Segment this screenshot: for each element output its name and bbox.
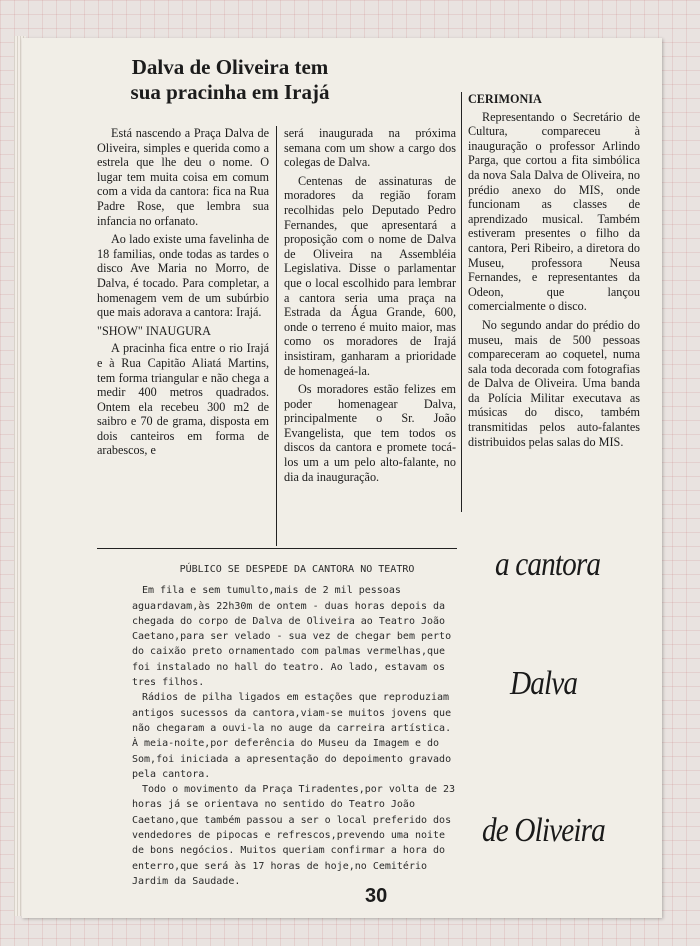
paragraph: Representando o Secretário de Cultura, compareceu à inauguração o professor Arlindo Parga, que cortou a fita simbólica da nova Sala Dalva de Oliveira, no prédio anexo do MIS, onde funcionam as classes de aprendizado musical. Também estiveram presentes o filho da cantora, Peri Ribeiro, a diretora do Museu, professora Neusa Fernandes, e representantes da Odeon, que lançou comercialmente o disco. (468, 109, 640, 314)
paragraph: Está nascendo a Praça Dalva de Oliveira, simples e querida como a estrela que lhe deu o nome. O lugar tem muita coisa em comum com a vida da cantora: fica na Rua Padre Rose, que lembra sua infancia no orfanato. (97, 126, 269, 228)
paragraph: Os moradores estão felizes em poder homenagear Dalva, principalmente o Sr. João Evangelista, que tem todos os discos da cantora e promete tocá-los um a um pelo alto-falante, no dia da inauguração. (284, 382, 456, 484)
column-divider (461, 92, 462, 512)
clipping-paragraph: Todo o movimento da Praça Tiradentes,por volta de 23 horas já se orientava no sentido do Teatro João Caetano,que também passou a ser o local preferido dos vendedores de pipocas e refrescos,prevendo uma noite de bons negócios. Muitos queriam confirmar a hora do enterro,que será às 17 horas de hoje,no Cemitério Jardim da Saudade. (132, 784, 456, 887)
paragraph: será inaugurada na próxima semana com um show a cargo dos colegas de Dalva. (284, 126, 456, 170)
paragraph: A pracinha fica entre o rio Irajá e à Rua Capitão Aliatá Martins, tem forma triangular e não chega a medir 400 metros quadrados. Ontem ela recebeu 300 m2 de saibro e 70 de grama, disposta em dois canteiros em forma de arabescos, e (97, 341, 269, 458)
paragraph: No segundo andar do prédio do museu, mais de 500 pessoas compareceram ao coquetel, numa sala toda decorada com fotografias de Dalva de Oliveira. Uma banda da Polícia Militar executava as músicas do disco, também transmitidas pelos auto-falantes distribuidos pelas salas do MIS. (468, 317, 640, 449)
article-column-3 (468, 92, 640, 453)
paragraph: Ao lado existe uma favelinha de 18 familias, onde todas as tardes o disco Ave Maria no Morro, de Dalva, é tocado. Para completar, a homenagem vem de um subúrbio que mais adorava a cantora: Irajá. (97, 232, 269, 320)
page-number: 30 (365, 885, 388, 907)
section-divider (97, 548, 457, 549)
typed-clipping (132, 562, 462, 889)
headline-line-1: Dalva de Oliveira tem (131, 55, 329, 79)
article-column-2 (284, 126, 456, 488)
paragraph: Centenas de assinaturas de moradores da região foram recolhidas pelo Deputado Pedro Fernandes, que apresentará a proposição com o nome de Dalva de Oliveira na Assembléia Legislativa. Disse o parlamentar que o local escolhido para lembrar a cantora seria uma praça na Estrada da Água Grande, 600, onde o terreno é muito maior, mas como os moradores de Irajá insistiram, ganharam a prioridade de homenageá-la. (284, 173, 456, 378)
promo-line-de-oliveira: de Oliveira (482, 812, 605, 849)
clipping-paragraph: Em fila e sem tumulto,mais de 2 mil pessoas aguardavam,às 22h30m de ontem - duas horas depois da chegada do corpo de Dalva de Oliveira ao Teatro João Caetano,para ser velado - sua vez de chegar bem perto do caixão preto ornamentado com palmas vermelhas,que foi instalado no hall do teatro. Ao lado, estavam os tres filhos. (132, 585, 452, 689)
article-column-1 (97, 126, 269, 462)
article-headline (95, 55, 365, 105)
promo-line-dalva: Dalva (510, 665, 578, 702)
clipping-paragraph: Rádios de pilha ligados em estações que reproduziam antigos sucessos da cantora,viam-se muitos jovens que não chegaram a ouvi-la no auge da carreira artística. À meia-noite,por deferência do Museu da Imagem e do Som,foi iniciada a apresentação do depoimento gravado pela cantora. (132, 692, 452, 780)
promo-line-a-cantora: a cantora (495, 546, 601, 583)
clipping-title: PÚBLICO SE DESPEDE DA CANTORA NO TEATRO (179, 564, 415, 575)
headline-line-2: sua pracinha em Irajá (130, 80, 330, 104)
column-divider (276, 126, 277, 546)
subhead-show-inaugura: "SHOW" INAUGURA (97, 323, 211, 338)
subhead-cerimonia: CERIMONIA (468, 92, 542, 106)
